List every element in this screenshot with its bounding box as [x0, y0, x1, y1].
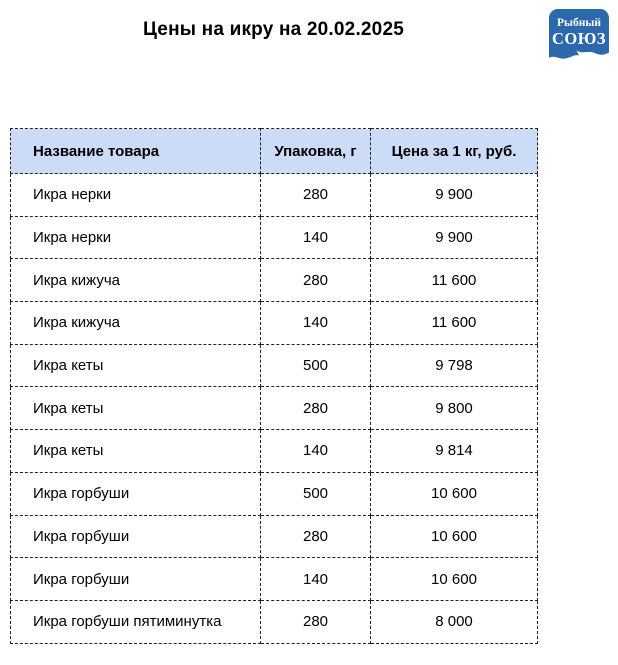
header-product-name: Название товара — [11, 129, 261, 174]
table-row — [11, 472, 538, 515]
price-cell: 9 900 — [371, 174, 538, 217]
table-row — [11, 259, 538, 302]
price-table — [10, 128, 538, 644]
price-cell: 8 000 — [371, 600, 538, 643]
logo-text-line2: СОЮЗ — [551, 29, 607, 48]
logo-text-line1: Рыбный — [557, 17, 601, 29]
package-cell: 280 — [261, 600, 371, 643]
price-cell: 9 798 — [371, 344, 538, 387]
package-cell: 500 — [261, 472, 371, 515]
product-name-cell: Икра горбуши — [11, 515, 261, 558]
table-row — [11, 430, 538, 473]
table-row — [11, 302, 538, 345]
page-title: Цены на икру на 20.02.2025 — [143, 19, 404, 40]
price-cell: 10 600 — [371, 558, 538, 601]
header-package: Упаковка, г — [261, 129, 371, 174]
package-cell: 280 — [261, 259, 371, 302]
price-cell: 9 900 — [371, 216, 538, 259]
price-cell: 9 800 — [371, 387, 538, 430]
product-name-cell: Икра горбуши пятиминутка — [11, 600, 261, 643]
header-price-per-kg: Цена за 1 кг, руб. — [371, 129, 538, 174]
product-name-cell: Икра нерки — [11, 216, 261, 259]
price-cell: 10 600 — [371, 472, 538, 515]
package-cell: 140 — [261, 302, 371, 345]
product-name-cell: Икра кеты — [11, 430, 261, 473]
product-name-cell: Икра кижуча — [11, 259, 261, 302]
product-name-cell: Икра нерки — [11, 174, 261, 217]
price-cell: 10 600 — [371, 515, 538, 558]
brand-logo — [549, 9, 609, 65]
table-row — [11, 600, 538, 643]
table-row — [11, 344, 538, 387]
table-row — [11, 558, 538, 601]
package-cell: 140 — [261, 216, 371, 259]
product-name-cell: Икра кеты — [11, 387, 261, 430]
table-row — [11, 515, 538, 558]
price-cell: 11 600 — [371, 302, 538, 345]
product-name-cell: Икра горбуши — [11, 558, 261, 601]
package-cell: 280 — [261, 174, 371, 217]
table-row — [11, 174, 538, 217]
table-header-row — [11, 129, 538, 174]
package-cell: 140 — [261, 430, 371, 473]
product-name-cell: Икра кеты — [11, 344, 261, 387]
price-cell: 11 600 — [371, 259, 538, 302]
product-name-cell: Икра горбуши — [11, 472, 261, 515]
table-row — [11, 216, 538, 259]
table-row — [11, 387, 538, 430]
package-cell: 280 — [261, 387, 371, 430]
package-cell: 500 — [261, 344, 371, 387]
product-name-cell: Икра кижуча — [11, 302, 261, 345]
package-cell: 280 — [261, 515, 371, 558]
price-cell: 9 814 — [371, 430, 538, 473]
package-cell: 140 — [261, 558, 371, 601]
